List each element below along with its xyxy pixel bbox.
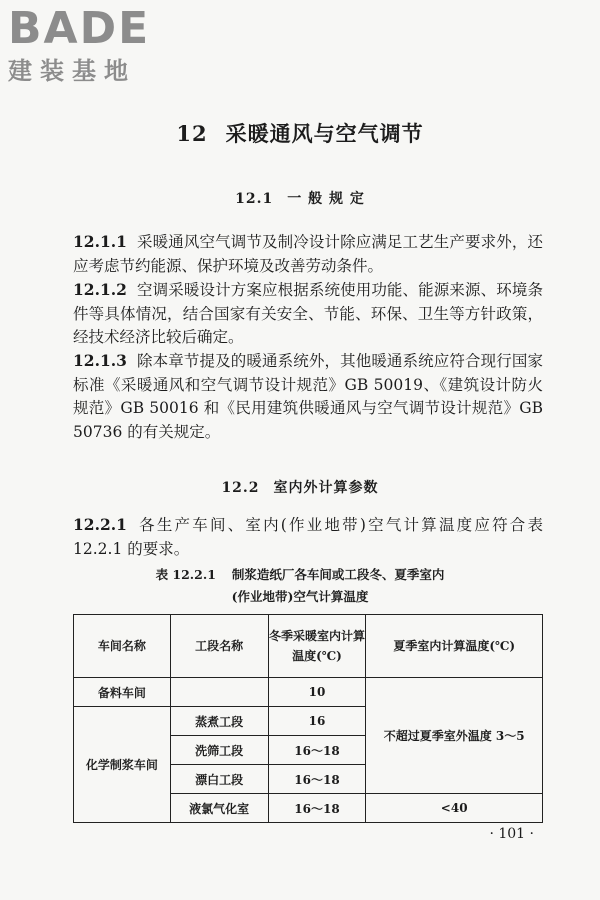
cell-summer: <40 [366,794,543,823]
logo-subtitle: 建装基地 [8,57,136,85]
clause-code: 12.1.3 [73,351,127,370]
cell-section [170,678,268,707]
cell-winter: 16 [268,707,366,736]
clause-12-1-2 [73,278,543,350]
header-workshop: 车间名称 [74,615,171,678]
cell-workshop: 备料车间 [74,678,171,707]
section-heading-12-2 [0,477,600,497]
header-section: 工段名称 [170,615,268,678]
cell-section: 漂白工段 [170,765,268,794]
temperature-table [73,614,543,823]
cell-section: 液氯气化室 [170,794,268,823]
clause-code: 12.2.1 [73,515,127,534]
section-heading-12-1 [0,188,600,208]
header-summer-temp: 夏季室内计算温度(℃) [366,615,543,678]
clause-text: 各生产车间、室内(作业地带)空气计算温度应符合表 12.2.1 的要求。 [73,516,543,558]
clause-text: 除本章节提及的暖通系统外，其他暖通系统应符合现行国家标准《采暖通风和空气调节设计规范》GB 50019、《建筑设计防火规范》GB 50016 和《民用建筑供暖通风与空气调节设计规范》GB 50736 的有关规定。 [73,352,543,441]
table-caption [0,564,600,608]
cell-workshop: 化学制浆车间 [74,707,171,823]
cell-section: 蒸煮工段 [170,707,268,736]
table-number: 表 12.2.1 [155,567,216,582]
cell-winter: 16～18 [268,765,366,794]
table-caption-line2: (作业地带)空气计算温度 [231,589,369,604]
clause-text: 采暖通风空气调节及制冷设计除应满足工艺生产要求外，还应考虑节约能源、保护环境及改善劳动条件。 [73,233,543,275]
cell-winter: 10 [268,678,366,707]
chapter-title-text: 采暖通风与空气调节 [225,121,424,146]
section-title: 室内外计算参数 [273,480,379,496]
table-row [74,678,543,707]
section-number: 12.1 [235,191,274,207]
clause-code: 12.1.2 [73,280,127,299]
brand-logo [8,3,178,86]
chapter-number: 12 [176,121,208,146]
page-number: · 101 · [489,826,534,842]
chapter-title [0,118,600,148]
clause-code: 12.1.1 [73,232,127,251]
clause-text: 空调采暖设计方案应根据系统使用功能、能源来源、环境条件等具体情况，结合国家有关安全、节能、环保、卫生等方针政策，经技术经济比较后确定。 [73,281,543,347]
cell-winter: 16～18 [268,794,366,823]
header-winter-temp: 冬季采暖室内计算温度(℃) [268,615,366,678]
table-header-row [74,615,543,678]
clause-12-1-3 [73,349,543,444]
logo-mark: BADE [8,3,151,54]
table-caption-text: 制浆造纸厂各车间或工段冬、夏季室内 [231,567,445,582]
cell-summer-merged: 不超过夏季室外温度 3～5 [366,678,543,794]
cell-winter: 16～18 [268,736,366,765]
cell-section: 洗筛工段 [170,736,268,765]
clause-12-1-1 [73,230,543,278]
section-title: 一 般 规 定 [287,191,365,207]
section-number: 12.2 [221,480,260,496]
clause-12-2-1 [73,513,543,561]
table-caption-line1 [0,564,600,586]
